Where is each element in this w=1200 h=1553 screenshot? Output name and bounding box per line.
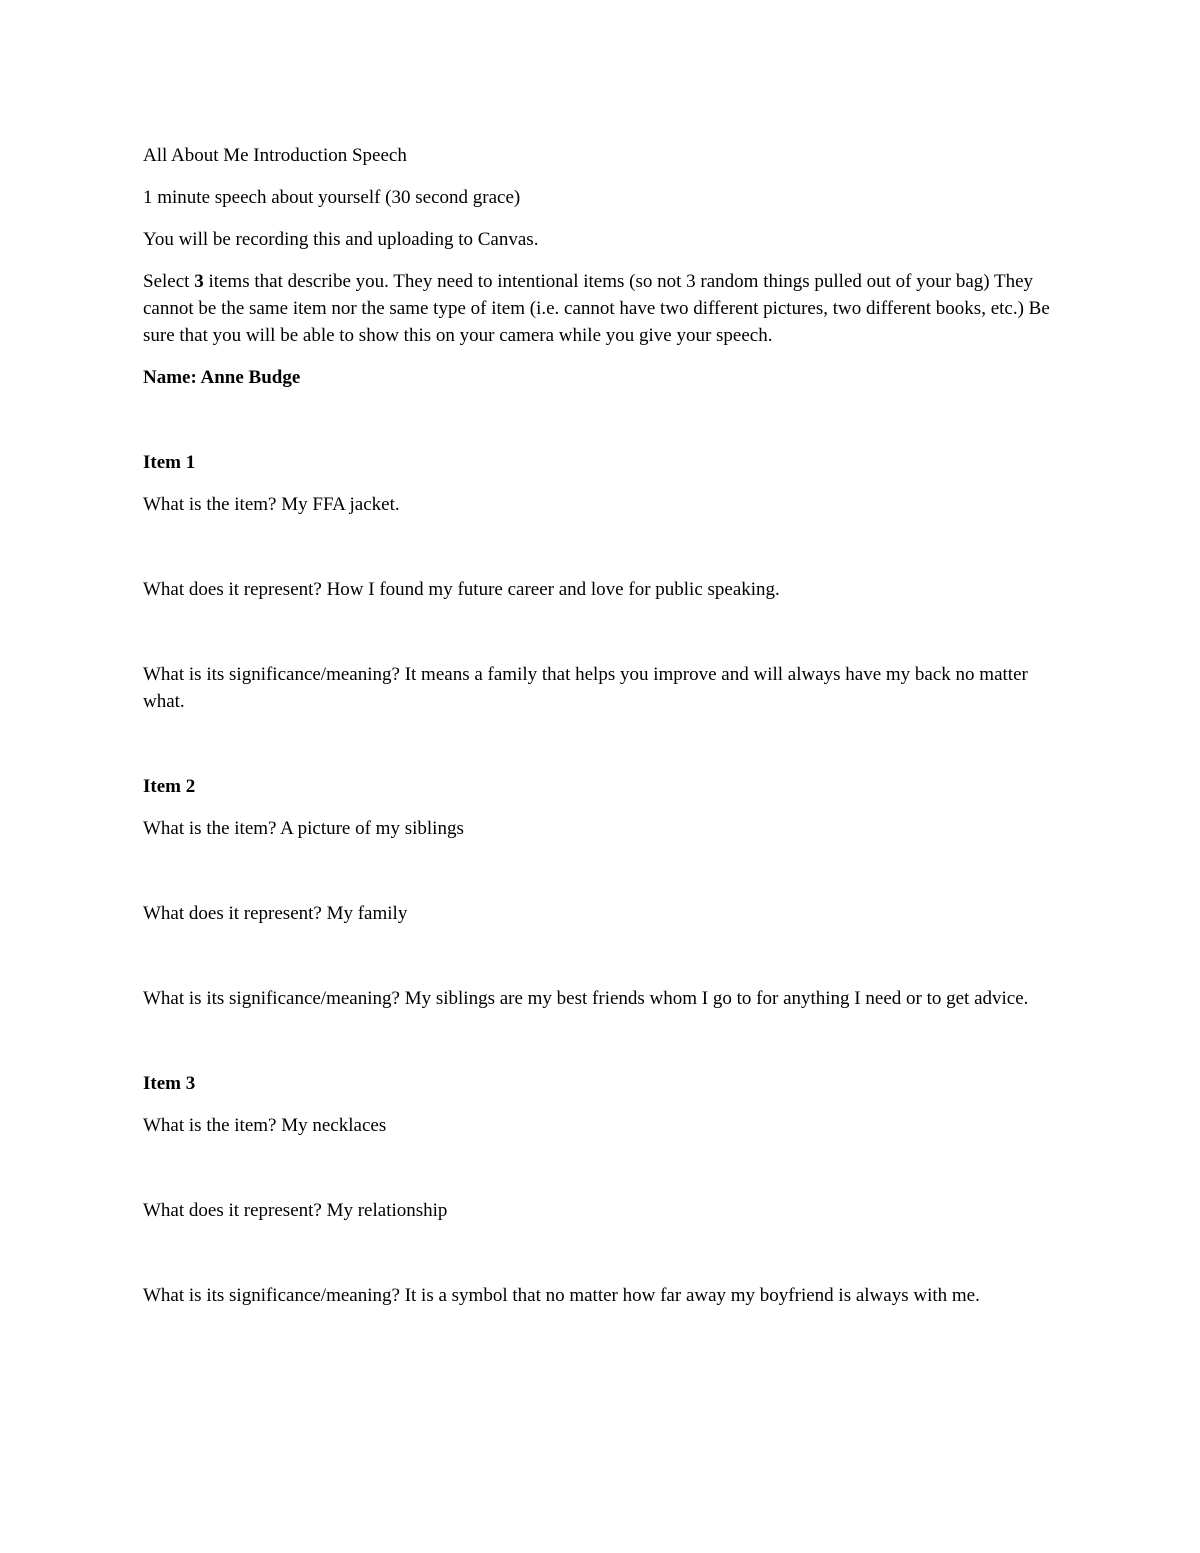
item-question-represent: What does it represent? My family [143, 903, 408, 924]
item-question-what: What is the item? A picture of my siblings [143, 818, 464, 839]
instructions-number: 3 [194, 271, 204, 292]
item-2-block [143, 773, 1073, 1012]
item-question-significance: What is its significance/meaning? It means a family that helps you improve and will always have my back no matter what. [143, 664, 1028, 712]
item-question-significance: What is its significance/meaning? It is a symbol that no matter how far away my boyfriend is always with me. [143, 1285, 980, 1306]
item-heading: Item 2 [143, 776, 196, 797]
document-title: All About Me Introduction Speech [143, 145, 407, 166]
item-selection-instructions [143, 268, 1073, 349]
recording-instruction-line: You will be recording this and uploading to Canvas. [143, 229, 539, 250]
item-question-what: What is the item? My FFA jacket. [143, 494, 400, 515]
item-heading: Item 1 [143, 452, 196, 473]
instructions-prefix: Select [143, 271, 195, 292]
item-1-block [143, 449, 1073, 715]
item-question-represent: What does it represent? My relationship [143, 1200, 448, 1221]
student-name: Name: Anne Budge [143, 367, 301, 388]
item-question-what: What is the item? My necklaces [143, 1115, 387, 1136]
item-heading: Item 3 [143, 1073, 196, 1094]
item-question-represent: What does it represent? How I found my future career and love for public speaking. [143, 579, 780, 600]
item-question-significance: What is its significance/meaning? My siblings are my best friends whom I go to for anything I need or to get advice. [143, 988, 1029, 1009]
item-3-block [143, 1070, 1073, 1309]
instructions-suffix: items that describe you. They need to intentional items (so not 3 random things pulled out of your bag) They cannot be the same item nor the same type of item (i.e. cannot have two different pictures, two different books, etc.) Be sure that you will be able to show this on your camera while you give your speech. [143, 271, 1050, 346]
document-page [143, 142, 1073, 1367]
speech-length-line: 1 minute speech about yourself (30 second grace) [143, 187, 521, 208]
